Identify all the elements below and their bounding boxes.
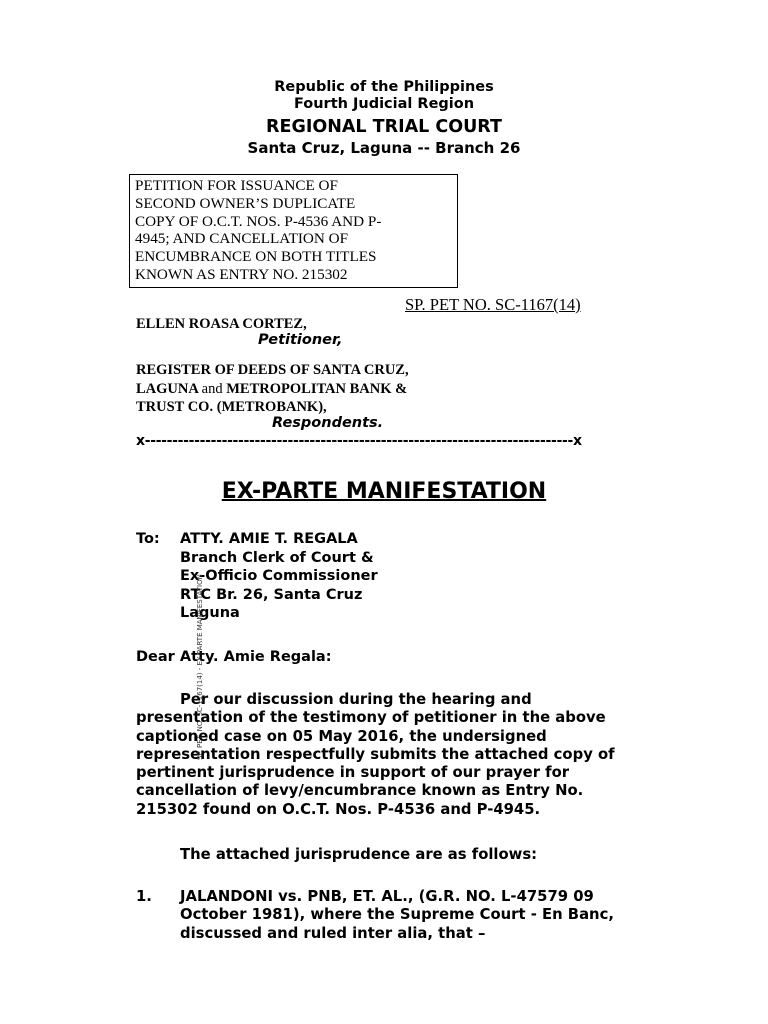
- respondent-line-2-c: METROPOLITAN BANK &: [226, 380, 408, 397]
- header-line-1: Republic of the Philippines: [274, 79, 494, 95]
- case-title-line: COPY OF O.C.T. NOS. P-4536 AND P-: [135, 212, 382, 230]
- court-branch: Santa Cruz, Laguna -- Branch 26: [247, 139, 521, 157]
- case-number: SP. PET NO. SC-1167(14): [405, 295, 581, 314]
- respondent-line-3: TRUST CO. (METROBANK),: [136, 399, 327, 415]
- respondent-line-2: [136, 380, 409, 399]
- addressee-line: RTC Br. 26, Santa Cruz: [180, 586, 363, 603]
- case-title-line: PETITION FOR ISSUANCE OF: [135, 177, 338, 194]
- case-title-line: SECOND OWNER’S DUPLICATE: [135, 194, 356, 212]
- list-item-1: [180, 888, 657, 943]
- paragraph-1-line: representation respectfully submits the attached copy of: [136, 745, 615, 763]
- header-republic: [0, 79, 768, 113]
- case-title-line: ENCUMBRANCE ON BOTH TITLES: [135, 248, 377, 266]
- paragraph-1: [136, 691, 657, 819]
- paragraph-1-line: Per our discussion during the hearing and: [180, 691, 532, 708]
- header-line-2: Fourth Judicial Region: [293, 96, 475, 112]
- court-name: REGIONAL TRIAL COURT: [266, 117, 502, 137]
- paragraph-1-line: presentation of the testimony of petitioner in the above: [136, 709, 606, 727]
- paragraph-2: The attached jurisprudence are as follows:: [180, 846, 538, 863]
- caption-separator: x------------------------------------------------------------------------------x: [136, 433, 582, 449]
- case-title-line: KNOWN AS ENTRY NO. 215302: [135, 265, 348, 283]
- respondents-block: [136, 361, 409, 417]
- respondent-line-1: REGISTER OF DEEDS OF SANTA CRUZ,: [136, 362, 409, 378]
- document-title: EX-PARTE MANIFESTATION: [221, 479, 547, 504]
- respondent-line-2-and: and: [201, 380, 223, 397]
- addressee-line: Laguna: [180, 605, 240, 621]
- petitioner-name: ELLEN ROASA CORTEZ,: [136, 316, 307, 332]
- paragraph-1-line: 215302 found on O.C.T. Nos. P-4536 and P-4945.: [136, 800, 541, 818]
- paragraph-1-line: captioned case on 05 May 2016, the undersigned: [136, 727, 547, 745]
- respondent-line-2-a: LAGUNA: [136, 380, 199, 397]
- margin-watermark: [196, 560, 210, 760]
- list-item-number: 1.: [136, 888, 152, 905]
- addressee-line: Branch Clerk of Court &: [180, 549, 374, 566]
- list-item-line: discussed and ruled inter alia, that –: [180, 924, 486, 942]
- addressee-line: Ex-Officio Commissioner: [180, 568, 378, 584]
- list-item-line: October 1981), where the Supreme Court - En Banc,: [180, 906, 614, 924]
- paragraph-1-line: cancellation of levy/encumbrance known as Entry No.: [136, 782, 584, 800]
- to-label: To:: [136, 531, 160, 547]
- case-title-line: 4945; AND CANCELLATION OF: [135, 230, 349, 248]
- paragraph-1-line: pertinent jurisprudence in support of our prayer for: [136, 764, 570, 782]
- margin-watermark-text: SP. PET. NO. SC-1167(14) - EX-PARTE MANIFESTATION: [196, 574, 204, 760]
- list-item-line: JALANDONI vs. PNB, ET. AL., (G.R. NO. L-47579 09: [180, 888, 594, 905]
- petitioner-role: Petitioner,: [258, 332, 343, 348]
- case-title-box: [129, 174, 458, 288]
- salutation: Dear Atty. Amie Regala:: [136, 649, 332, 665]
- respondents-role: Respondents.: [272, 415, 384, 431]
- addressee-line: ATTY. AMIE T. REGALA: [180, 531, 358, 547]
